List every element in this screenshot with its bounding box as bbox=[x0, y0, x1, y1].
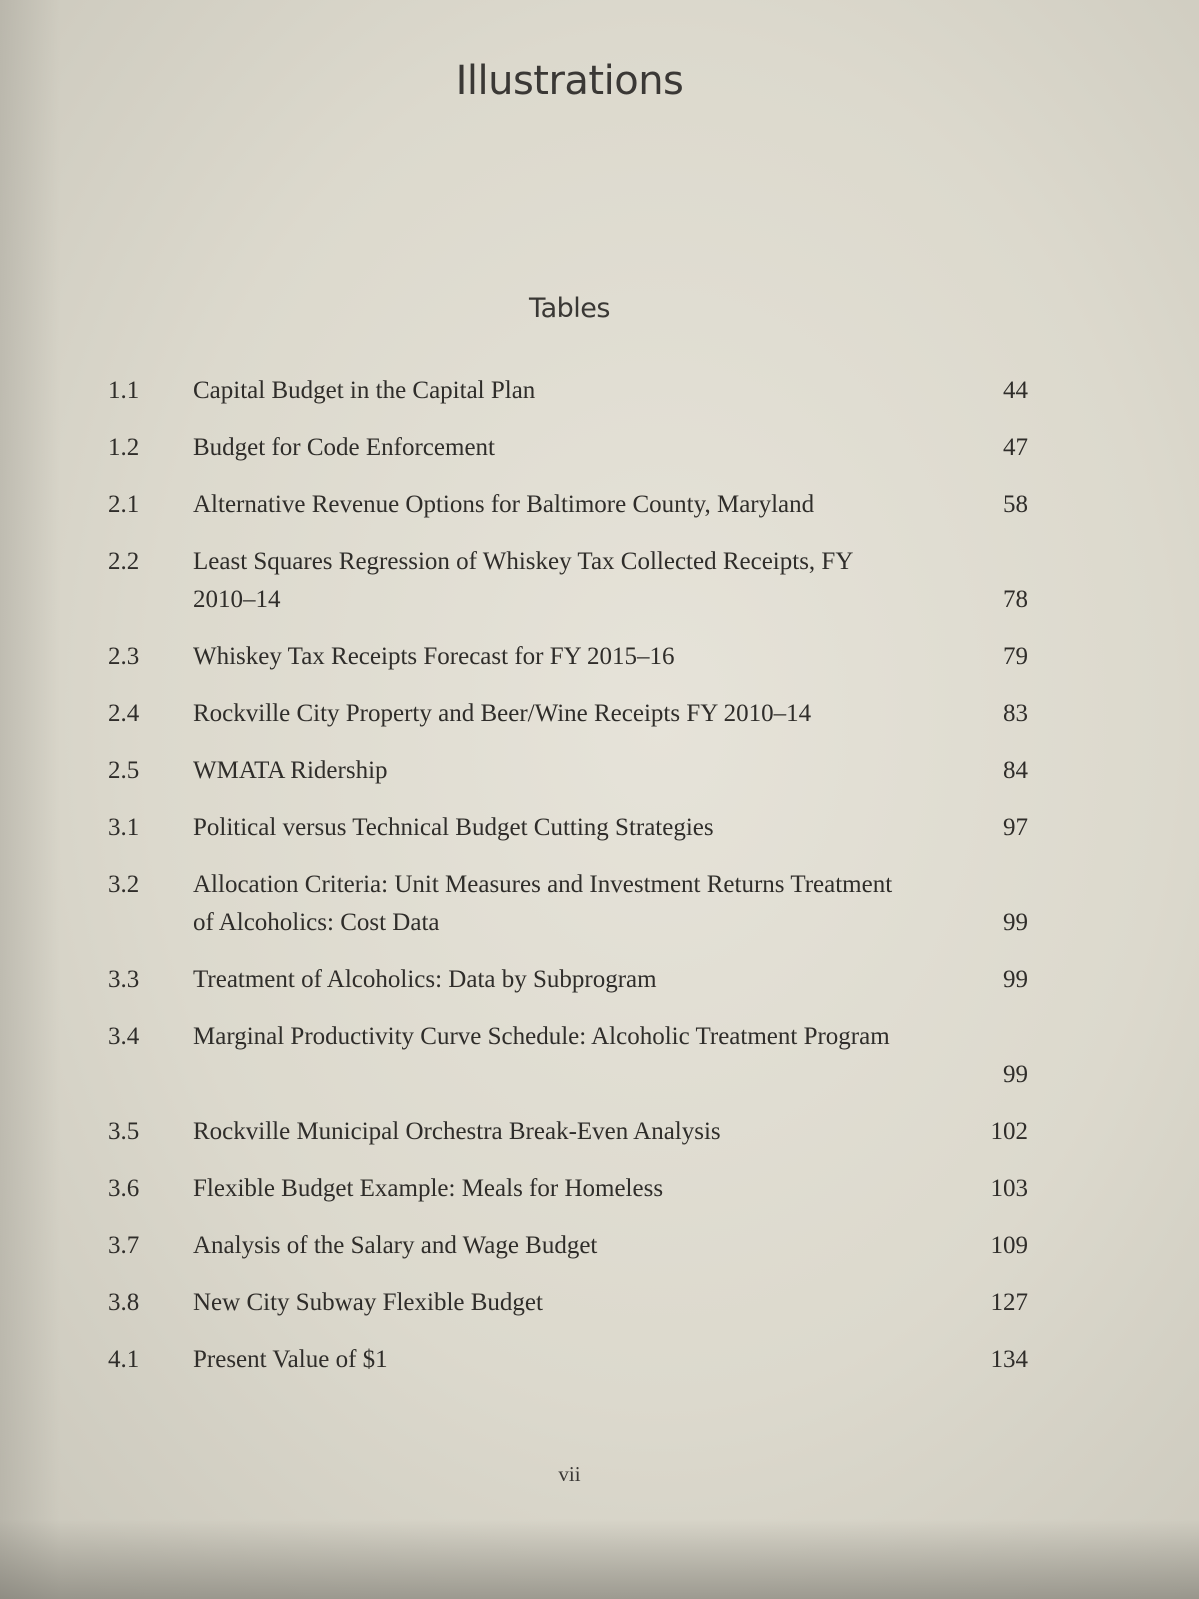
page-number: 102 bbox=[990, 1118, 1028, 1145]
table-number: 3.2 bbox=[108, 871, 140, 898]
page-number: 97 bbox=[1003, 814, 1028, 841]
table-title: Allocation Criteria: Unit Measures and Investment Returns Treatment of Alcoholics: Cost Data bbox=[193, 871, 893, 936]
table-title: Present Value of $1 bbox=[193, 1346, 388, 1373]
page-folio: vii bbox=[558, 1462, 581, 1486]
list-item bbox=[108, 1170, 1028, 1208]
table-number: 3.6 bbox=[108, 1175, 140, 1202]
page-edge-shadow bbox=[0, 0, 60, 1599]
table-title: Whiskey Tax Receipts Forecast for FY 2015–16 bbox=[193, 643, 675, 670]
list-item bbox=[108, 486, 1028, 524]
table-number: 2.3 bbox=[108, 643, 140, 670]
table-number: 3.4 bbox=[108, 1023, 140, 1050]
table-number: 3.1 bbox=[108, 814, 140, 841]
list-item bbox=[108, 372, 1028, 410]
table-number: 2.5 bbox=[108, 757, 140, 784]
list-item bbox=[108, 1284, 1028, 1322]
table-title: Analysis of the Salary and Wage Budget bbox=[193, 1232, 598, 1259]
table-list bbox=[108, 372, 1028, 1379]
list-item bbox=[108, 429, 1028, 467]
page-number: 58 bbox=[1003, 491, 1028, 518]
page-number: 99 bbox=[1003, 966, 1028, 993]
table-number: 3.8 bbox=[108, 1289, 140, 1316]
page-number: 99 bbox=[1003, 909, 1028, 936]
list-item bbox=[108, 1018, 1028, 1094]
page-number: 47 bbox=[1003, 434, 1028, 461]
table-number: 3.3 bbox=[108, 966, 140, 993]
page-number: 99 bbox=[1003, 1061, 1028, 1088]
list-item bbox=[108, 752, 1028, 790]
table-number: 2.2 bbox=[108, 548, 140, 575]
list-item bbox=[108, 638, 1028, 676]
table-number: 2.1 bbox=[108, 491, 140, 518]
bottom-shadow bbox=[0, 1519, 1199, 1599]
table-number: 3.5 bbox=[108, 1118, 140, 1145]
table-number: 2.4 bbox=[108, 700, 140, 727]
table-title: Flexible Budget Example: Meals for Homeless bbox=[193, 1175, 664, 1202]
table-number: 3.7 bbox=[108, 1232, 140, 1259]
table-title: Political versus Technical Budget Cutting Strategies bbox=[193, 814, 714, 841]
table-title: Rockville Municipal Orchestra Break-Even Analysis bbox=[193, 1118, 721, 1145]
section-title: Tables bbox=[529, 293, 610, 324]
table-title: Treatment of Alcoholics: Data by Subprogram bbox=[193, 966, 657, 993]
page-number: 79 bbox=[1003, 643, 1028, 670]
page-number: 83 bbox=[1003, 700, 1028, 727]
table-title: Rockville City Property and Beer/Wine Receipts FY 2010–14 bbox=[193, 700, 812, 727]
list-item bbox=[108, 543, 1028, 619]
table-title: Alternative Revenue Options for Baltimore County, Maryland bbox=[193, 491, 815, 518]
page-number: 78 bbox=[1003, 586, 1028, 613]
table-title: Marginal Productivity Curve Schedule: Alcoholic Treatment Program bbox=[193, 1023, 890, 1050]
list-item bbox=[108, 1227, 1028, 1265]
table-title: Budget for Code Enforcement bbox=[193, 434, 495, 461]
page-number: 44 bbox=[1003, 377, 1028, 404]
list-item bbox=[108, 866, 1028, 942]
list-item bbox=[108, 695, 1028, 733]
page-number: 134 bbox=[990, 1346, 1028, 1373]
table-title: Capital Budget in the Capital Plan bbox=[193, 377, 536, 404]
list-item bbox=[108, 1341, 1028, 1379]
table-title: Least Squares Regression of Whiskey Tax Collected Receipts, FY 2010–14 bbox=[193, 548, 853, 613]
page-number: 84 bbox=[1003, 757, 1028, 784]
page-number: 109 bbox=[990, 1232, 1028, 1259]
table-title: WMATA Ridership bbox=[193, 757, 388, 784]
table-title: New City Subway Flexible Budget bbox=[193, 1289, 543, 1316]
page-number: 103 bbox=[990, 1175, 1028, 1202]
list-item bbox=[108, 1113, 1028, 1151]
page-title: Illustrations bbox=[455, 58, 684, 104]
table-number: 1.1 bbox=[108, 377, 140, 404]
table-number: 1.2 bbox=[108, 434, 140, 461]
list-item bbox=[108, 961, 1028, 999]
list-item bbox=[108, 809, 1028, 847]
page-number: 127 bbox=[990, 1289, 1028, 1316]
table-number: 4.1 bbox=[108, 1346, 140, 1373]
